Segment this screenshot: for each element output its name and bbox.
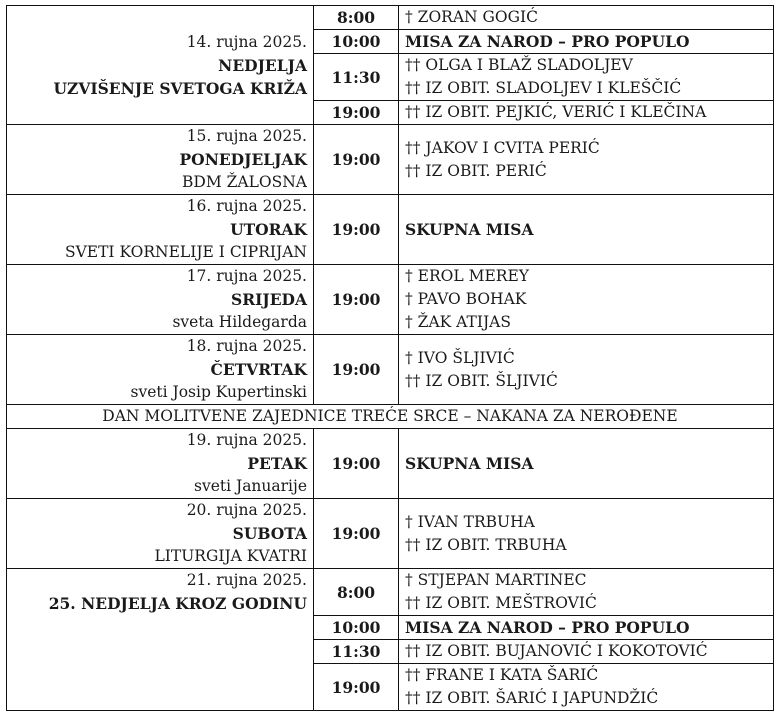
mass-intention — [399, 664, 774, 711]
intention-line: †† IZ OBIT. TRBUHA — [405, 535, 567, 554]
mass-intention — [399, 429, 774, 499]
table-row — [7, 6, 774, 30]
intention-line: † STJEPAN MARTINEC — [405, 571, 587, 589]
mass-intention — [399, 616, 774, 640]
table-row — [7, 499, 774, 569]
day-name: SUBOTA — [232, 524, 307, 543]
mass-time: 19:00 — [314, 101, 399, 125]
day-cell — [7, 499, 314, 569]
prayer-note: DAN MOLITVENE ZAJEDNICE TREĆE SRCE – NAKANA ZA NEROĐENE — [7, 405, 774, 429]
table-row — [7, 335, 774, 405]
day-feast: SVETI KORNELIJE I CIPRIJAN — [64, 243, 307, 261]
day-cell — [7, 429, 314, 499]
day-name: 25. NEDJELJA KROZ GODINU — [48, 594, 307, 613]
intention-line: †† JAKOV I CVITA PERIĆ — [405, 138, 600, 157]
day-cell — [7, 6, 314, 125]
day-name: PONEDJELJAK — [179, 150, 307, 169]
mass-time: 10:00 — [314, 30, 399, 54]
day-date: 21. rujna 2025. — [186, 571, 307, 589]
intention-line: † IVO ŠLJIVIĆ — [405, 348, 515, 367]
day-name: PETAK — [247, 454, 307, 473]
day-name: SRIJEDA — [231, 290, 307, 309]
mass-time: 19:00 — [314, 429, 399, 499]
mass-time: 19:00 — [314, 195, 399, 265]
mass-intention — [399, 54, 774, 101]
mass-time: 19:00 — [314, 499, 399, 569]
intention-line: †† FRANE I KATA ŠARIĆ — [405, 666, 599, 684]
mass-intention — [399, 125, 774, 195]
day-cell — [7, 195, 314, 265]
mass-intention — [399, 195, 774, 265]
mass-intention — [399, 335, 774, 405]
mass-intention — [399, 30, 774, 54]
day-feast: sveta Hildegarda — [172, 313, 307, 331]
day-date: 16. rujna 2025. — [186, 197, 307, 215]
mass-time: 19:00 — [314, 335, 399, 405]
table-row — [7, 265, 774, 335]
mass-intention — [399, 640, 774, 664]
intention-line: †† IZ OBIT. ŠARIĆ I JAPUNDŽIĆ — [405, 689, 659, 707]
intention-line: MISA ZA NAROD – PRO POPULO — [405, 618, 690, 637]
mass-intention — [399, 265, 774, 335]
mass-time: 19:00 — [314, 125, 399, 195]
day-date: 18. rujna 2025. — [186, 337, 307, 355]
intention-line: †† IZ OBIT. SLADOLJEV I KLEŠČIĆ — [405, 79, 682, 97]
mass-intention — [399, 569, 774, 616]
mass-time: 8:00 — [314, 569, 399, 616]
day-name: ČETVRTAK — [210, 360, 307, 379]
day-date: 19. rujna 2025. — [186, 431, 307, 449]
table-row — [7, 569, 774, 616]
intention-line: † ŽAK ATIJAS — [405, 313, 511, 331]
intention-line: †† IZ OBIT. ŠLJIVIĆ — [405, 371, 558, 390]
day-date: 14. rujna 2025. — [186, 32, 307, 51]
intention-line: †† IZ OBIT. PERIĆ — [405, 161, 547, 180]
mass-time: 11:30 — [314, 54, 399, 101]
intention-line: †† IZ OBIT. PEJKIĆ, VERIĆ I KLEČINA — [405, 103, 707, 121]
day-feast: UZVIŠENJE SVETOGA KRIŽA — [53, 78, 307, 98]
day-cell — [7, 335, 314, 405]
intention-line: † ZORAN GOGIĆ — [405, 8, 538, 26]
mass-schedule-table — [6, 5, 774, 711]
intention-line: †† OLGA I BLAŽ SLADOLJEV — [405, 56, 633, 74]
day-date: 15. rujna 2025. — [186, 127, 307, 145]
day-cell — [7, 125, 314, 195]
mass-time: 19:00 — [314, 265, 399, 335]
mass-time: 8:00 — [314, 6, 399, 30]
day-date: 20. rujna 2025. — [186, 501, 307, 519]
mass-time: 11:30 — [314, 640, 399, 664]
day-feast: BDM ŽALOSNA — [182, 173, 307, 191]
intention-line: †† IZ OBIT. MEŠTROVIĆ — [405, 594, 597, 612]
table-row — [7, 125, 774, 195]
table-row — [7, 429, 774, 499]
day-feast: sveti Januarije — [193, 477, 307, 495]
intention-line: SKUPNA MISA — [405, 454, 534, 473]
mass-intention — [399, 101, 774, 125]
table-row — [7, 405, 774, 429]
mass-time: 10:00 — [314, 616, 399, 640]
day-cell — [7, 569, 314, 711]
mass-intention — [399, 499, 774, 569]
day-date: 17. rujna 2025. — [186, 267, 307, 285]
day-cell — [7, 265, 314, 335]
intention-line: † EROL MEREY — [405, 267, 529, 285]
day-name: UTORAK — [230, 220, 307, 239]
table-row — [7, 195, 774, 265]
day-name: NEDJELJA — [218, 55, 307, 75]
intention-line: MISA ZA NAROD – PRO POPULO — [405, 32, 690, 51]
day-feast: LITURGIJA KVATRI — [154, 547, 307, 565]
intention-line: † PAVO BOHAK — [405, 290, 527, 308]
intention-line: SKUPNA MISA — [405, 220, 534, 239]
day-feast: sveti Josip Kupertinski — [130, 383, 307, 401]
mass-time: 19:00 — [314, 664, 399, 711]
intention-line: †† IZ OBIT. BUJANOVIĆ I KOKOTOVIĆ — [405, 642, 708, 660]
intention-line: † IVAN TRBUHA — [405, 512, 535, 531]
mass-intention — [399, 6, 774, 30]
